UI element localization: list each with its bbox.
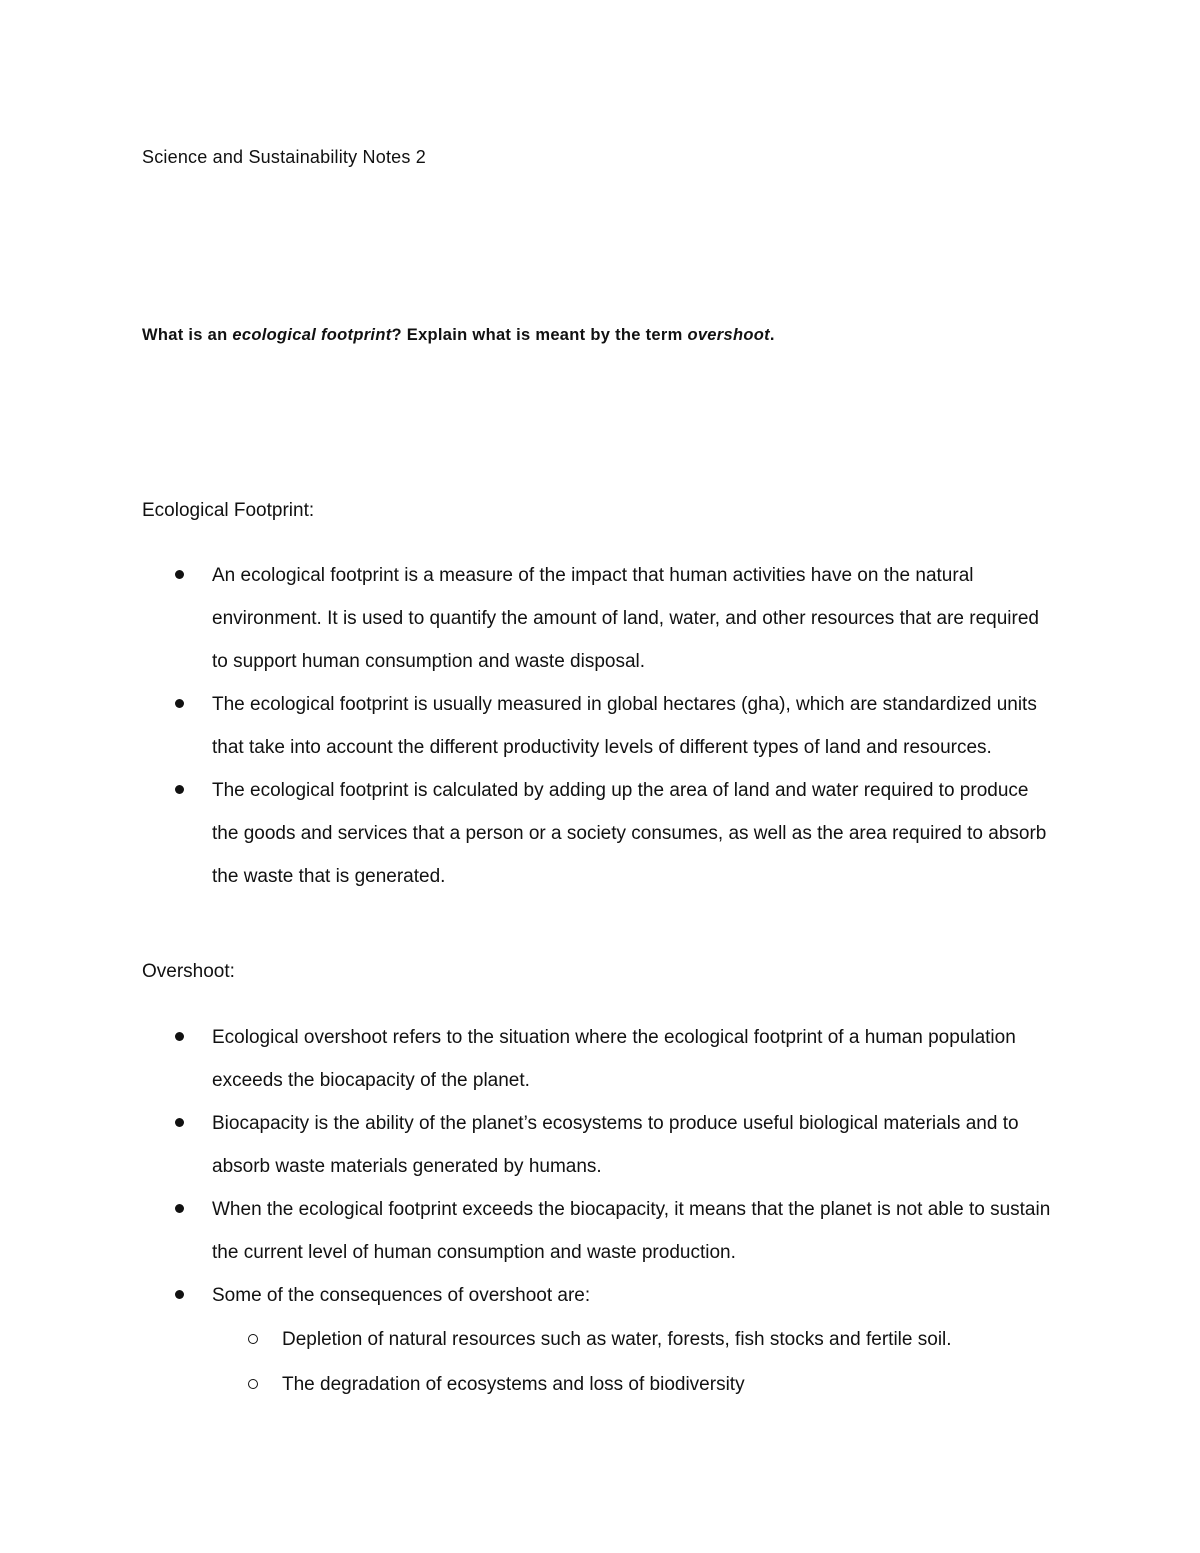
list-item [0,1016,1052,1102]
question-text [142,324,775,346]
bullet-dot-icon [175,1204,184,1213]
list-item-text: The ecological footprint is usually measured in global hectares (gha), which are standardized units that take into account the different productivity levels of different types of land and resources. [212,694,1037,758]
hollow-circle-bullet-icon [248,1334,258,1344]
question-part-1: What is an [142,326,233,344]
consequences-sub-list [212,1317,1052,1407]
bullet-dot-icon [175,1290,184,1299]
bullet-dot-icon [175,699,184,708]
list-item [0,769,1052,898]
bullet-dot-icon [175,570,184,579]
list-item-text: Some of the consequences of overshoot are: [212,1285,591,1306]
question-term-overshoot: overshoot [687,326,770,344]
bullet-dot-icon [175,785,184,794]
list-item [0,554,1052,683]
question-term-ecological-footprint: ecological footprint [232,326,392,344]
hollow-circle-bullet-icon [248,1379,258,1389]
section-heading-ecological-footprint: Ecological Footprint: [142,500,315,521]
sub-list-item [212,1362,1082,1407]
list-item [0,1102,1052,1188]
bullet-dot-icon [175,1032,184,1041]
question-part-2: ? Explain what is meant by the term [391,326,688,344]
list-item [0,1188,1052,1274]
list-item-text: An ecological footprint is a measure of the impact that human activities have on the natural environment. It is used to quantify the amount of land, water, and other resources that are required to support human consumption and waste disposal. [212,565,1039,672]
overshoot-bullet-list [0,1016,1200,1407]
ecological-footprint-bullet-list [0,554,1200,898]
list-item [0,1274,1052,1407]
sub-list-item-text: The degradation of ecosystems and loss of biodiversity [282,1374,745,1395]
bullet-dot-icon [175,1118,184,1127]
section-heading-overshoot: Overshoot: [142,961,235,982]
sub-list-item [212,1317,1082,1362]
list-item-text: The ecological footprint is calculated by adding up the area of land and water required to produce the goods and services that a person or a society consumes, as well as the area required to absorb the waste that is generated. [212,780,1047,887]
list-item-text: Ecological overshoot refers to the situation where the ecological footprint of a human population exceeds the biocapacity of the planet. [212,1027,1016,1091]
question-part-3: . [769,326,775,344]
document-title: Science and Sustainability Notes 2 [142,147,426,167]
list-item-text: Biocapacity is the ability of the planet’s ecosystems to produce useful biological materials and to absorb waste materials generated by humans. [212,1113,1019,1177]
list-item-text: When the ecological footprint exceeds the biocapacity, it means that the planet is not able to sustain the current level of human consumption and waste production. [212,1199,1051,1263]
sub-list-item-text: Depletion of natural resources such as water, forests, fish stocks and fertile soil. [282,1329,952,1350]
list-item [0,683,1052,769]
